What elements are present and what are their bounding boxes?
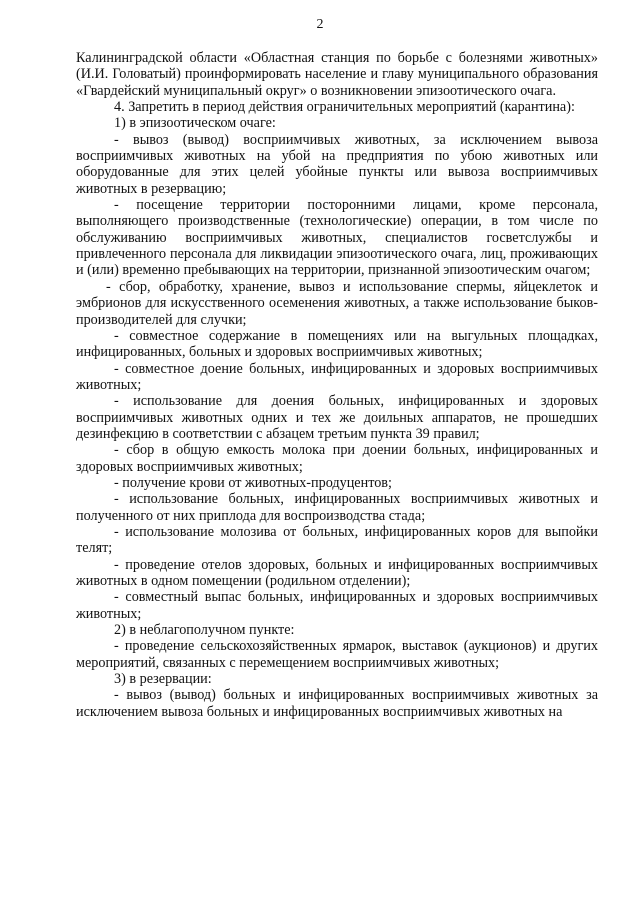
paragraph: 3) в резервации: [114, 671, 212, 688]
paragraph: - совместное содержание в помещениях или на выгульных площадках, инфицированных, больных и здоровых восприимчивых животных; [76, 327, 598, 361]
paragraph: - совместное доение больных, инфицированных и здоровых восприимчивых животных; [76, 360, 598, 393]
paragraph: - получение крови от животных-продуцентов; [114, 474, 392, 491]
paragraph: - использование больных, инфицированных восприимчивых животных и полученного от них приплода для воспроизводства стада; [76, 491, 598, 524]
paragraph: - использование молозива от больных, инфицированных коров для выпойки телят; [76, 523, 598, 557]
page-number: 2 [316, 17, 324, 32]
paragraph: - использование для доения больных, инфицированных и здоровых восприимчивых животных одних и тех же доильных аппаратов, не прошедших дезинфекцию в соответствии с абзацем третьим пункта 39 правил; [76, 393, 598, 442]
paragraph: - проведение отелов здоровых, больных и инфицированных восприимчивых животных в одном помещении (родильном отделении); [76, 556, 598, 589]
paragraph: 2) в неблагополучном пункте: [114, 622, 295, 639]
paragraph: - совместный выпас больных, инфицированных и здоровых восприимчивых животных; [76, 589, 598, 622]
paragraph: - вывоз (вывод) больных и инфицированных восприимчивых животных за исключением вывоза больных и инфицированных восприимчивых животных на [76, 687, 598, 720]
paragraph: - проведение сельскохозяйственных ярмарок, выставок (аукционов) и других мероприятий, связанных с перемещением восприимчивых животных; [76, 638, 598, 671]
paragraph: 4. Запретить в период действия ограничительных мероприятий (карантина): [114, 99, 575, 116]
document-body [76, 50, 598, 720]
paragraph: - сбор, обработку, хранение, вывоз и использование спермы, яйцеклеток и эмбрионов для искусственного осеменения животных, а также использование быков-производителей для случки; [76, 278, 598, 328]
paragraph: Калининградской области «Областная станция по борьбе с болезнями животных» (И.И. Головатый) проинформировать население и главу муниципального образования «Гвардейский муниципальный округ» о возникновении эпизоотического очага. [76, 50, 598, 99]
paragraph: - посещение территории посторонними лицами, кроме персонала, выполняющего производственные (технологические) операции, в том числе по обслуживанию восприимчивых животных, специалистов госветслужбы и привлеченного персонала для ликвидации эпизоотического очага, лиц, проживающих и (или) временно пребывающих на территории, признанной эпизоотическим очагом; [76, 197, 598, 279]
paragraph: - вывоз (вывод) восприимчивых животных, за исключением вывоза восприимчивых животных на убой на предприятия по убою животных или оборудованные для этих целей убойные пункты или вывоза восприимчивых животных в резервацию; [76, 131, 598, 197]
paragraph: 1) в эпизоотическом очаге: [114, 115, 276, 132]
paragraph: - сбор в общую емкость молока при доении больных, инфицированных и здоровых восприимчивых животных; [76, 442, 598, 475]
